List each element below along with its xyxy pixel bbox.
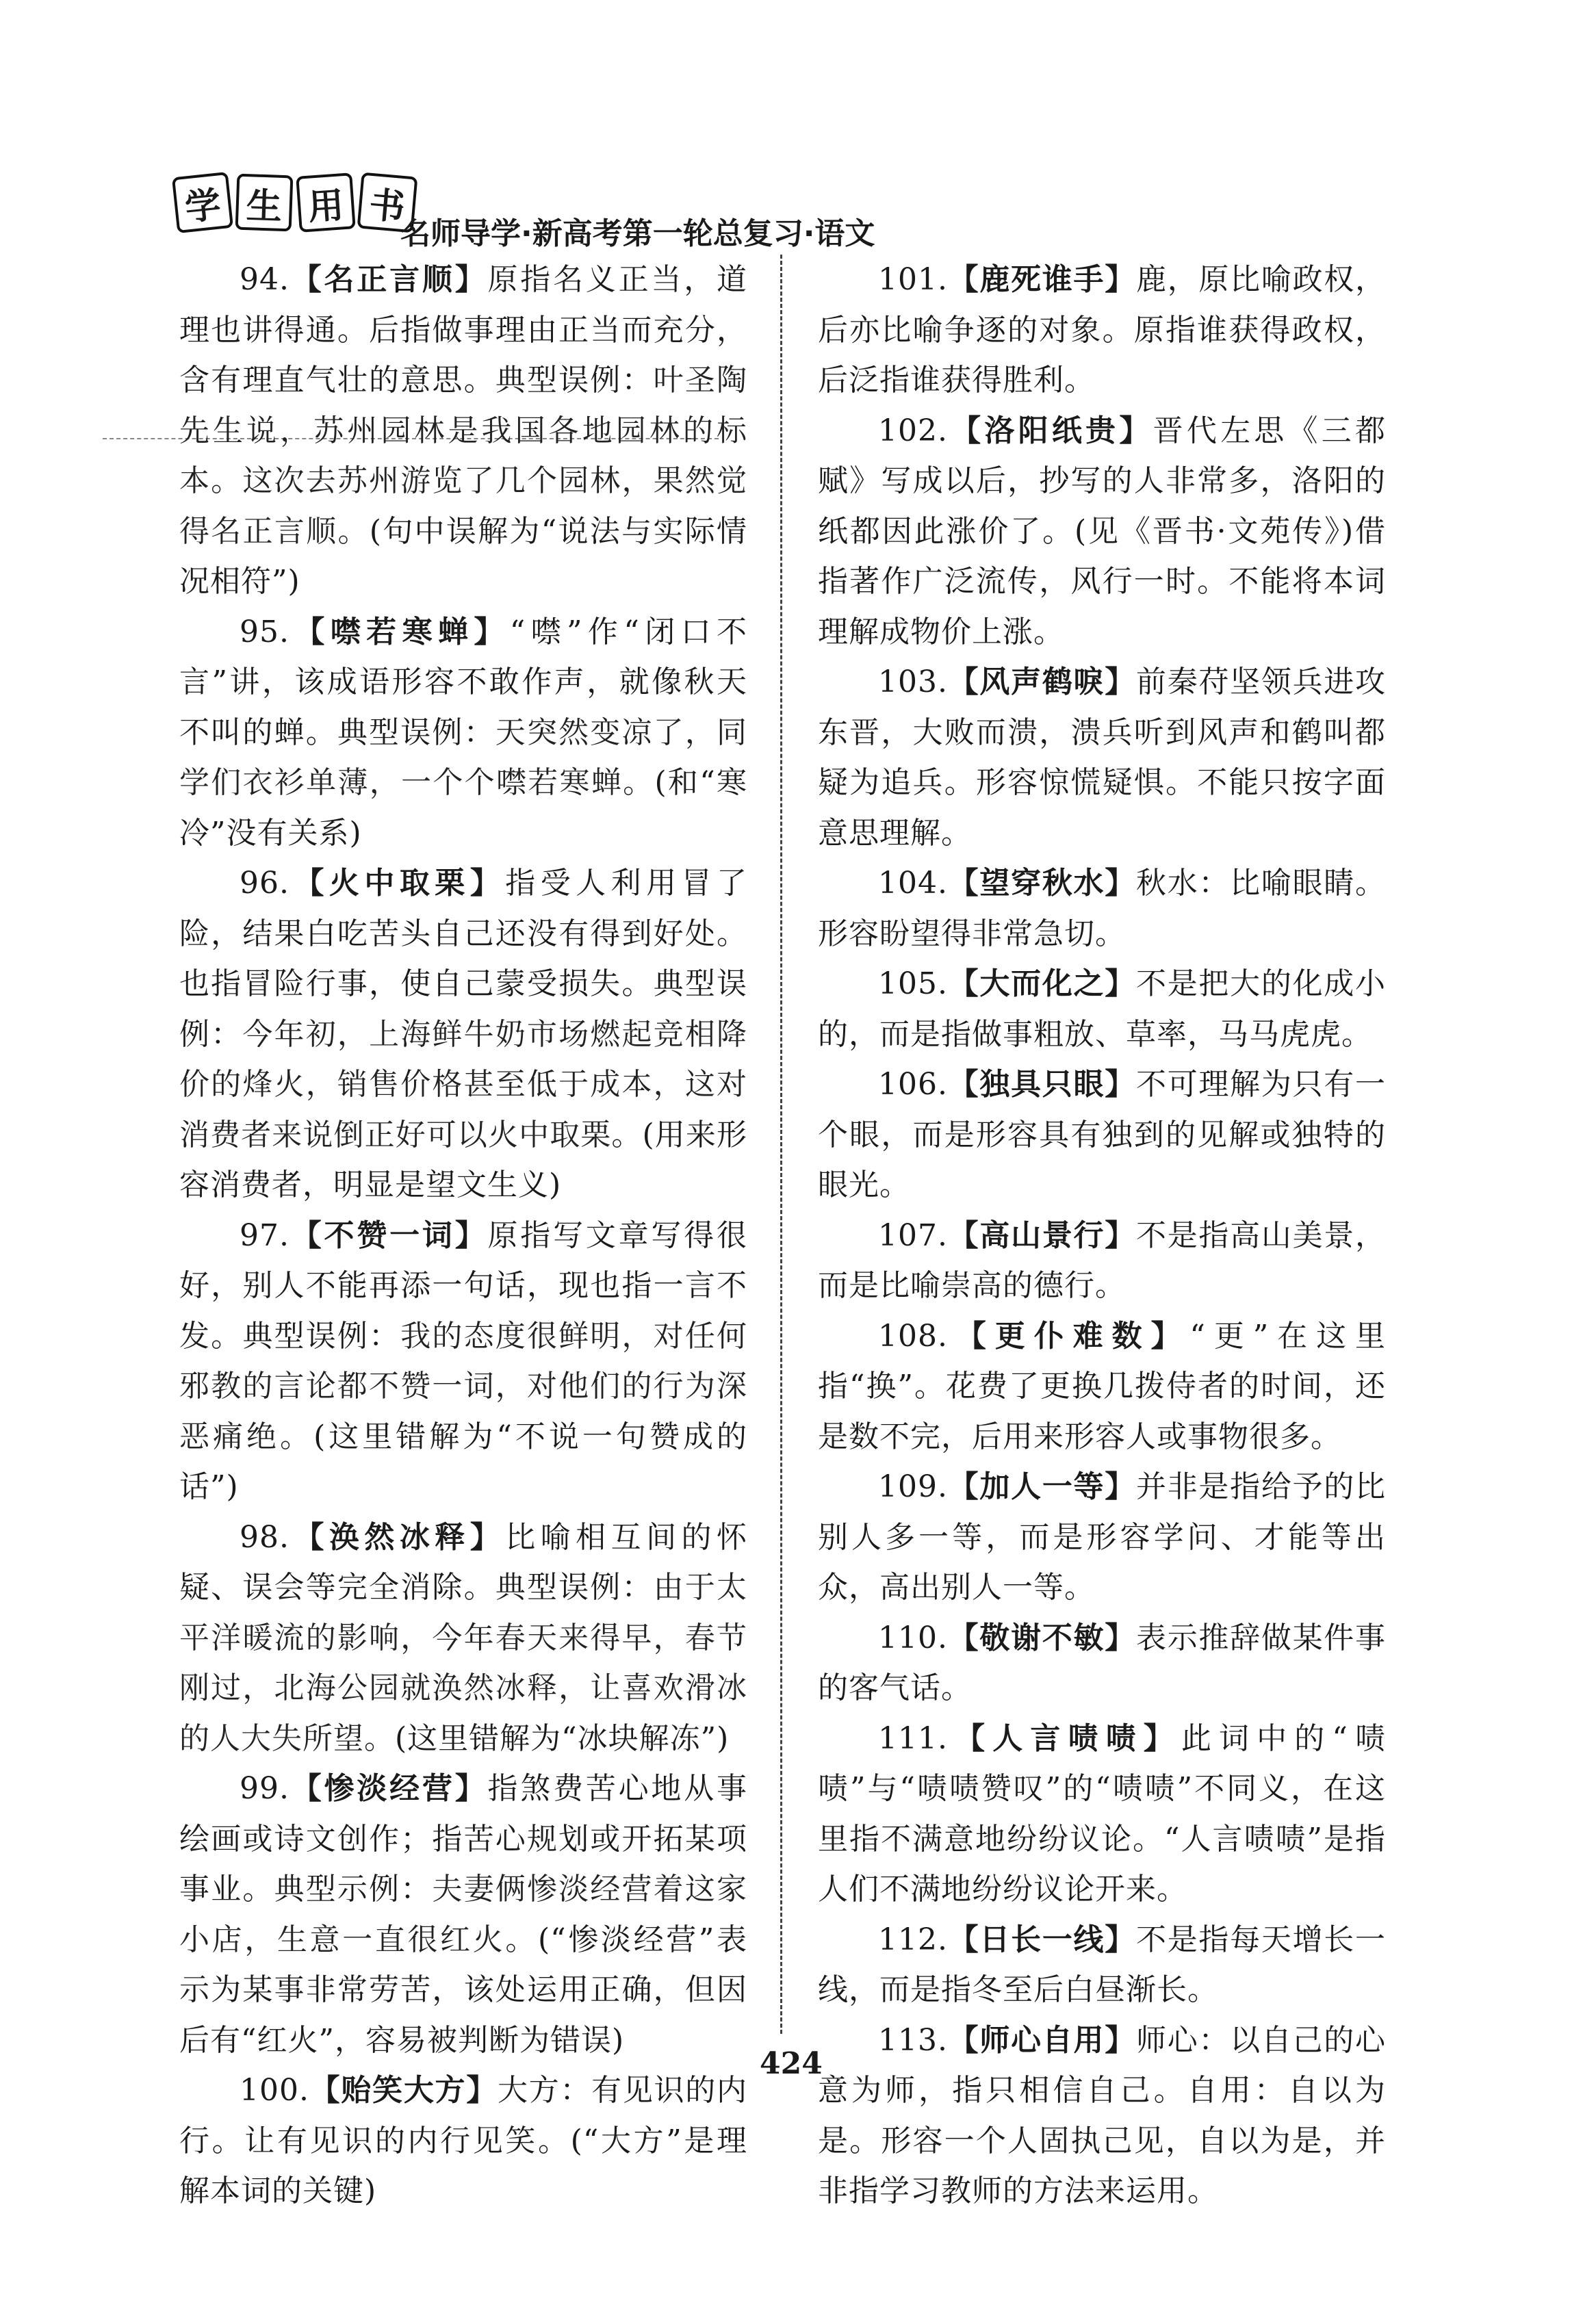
idiom-term: 【加人一等】 [947, 1469, 1136, 1504]
idiom-term: 【敬谢不敏】 [947, 1620, 1136, 1655]
idiom-entry: 102.【洛阳纸贵】晋代左思《三都赋》写成以后，抄写的人非常多，洛阳的纸都因此涨价了。(见《晋书·文苑传》)借指著作广泛流传，风行一时。不能将本词理解成物价上涨。 [818, 413, 1387, 649]
idiom-term: 【火中取栗】 [289, 866, 506, 901]
idiom-term: 【名正言顺】 [289, 262, 488, 297]
idiom-entry: 106.【独具只眼】不可理解为只有一个眼，而是形容具有独到的见解或独特的眼光。 [818, 1067, 1386, 1202]
idiom-term: 【独具只眼】 [947, 1067, 1136, 1102]
header-subtitle: 名师导学·新高考第一轮总复习·语文 [400, 216, 875, 251]
idiom-term: 【不赞一词】 [289, 1217, 488, 1253]
idiom-term: 【高山景行】 [947, 1217, 1136, 1253]
idiom-entry: 101.【鹿死谁手】鹿，原比喻政权，后亦比喻争逐的对象。原指谁获得政权，后泛指谁获得胜利。 [818, 262, 1386, 398]
idiom-term: 【大而化之】 [947, 966, 1136, 1001]
left-column [179, 255, 747, 2217]
idiom-entry: 95.【噤若寒蝉】“噤”作“闭口不言”讲，该成语形容不敢作声，就像秋天不叫的蝉。典型误例：天突然变凉了，同学们衣衫单薄，一个个噤若寒蝉。(和“寒冷”没有关系) [179, 614, 748, 851]
idiom-entry: 105.【大而化之】不是把大的化成小的，而是指做事粗放、草率，马马虎虎。 [818, 966, 1386, 1052]
idiom-term: 【鹿死谁手】 [947, 262, 1136, 297]
idiom-term: 【贻笑大方】 [309, 2073, 498, 2108]
idiom-entry: 110.【敬谢不敏】表示推辞做某件事的客气话。 [818, 1620, 1386, 1705]
idiom-term: 【涣然冰释】 [289, 1519, 506, 1555]
header-badge: 用 [296, 172, 356, 233]
page-number: 424 [760, 2046, 823, 2081]
idiom-entry: 111.【人言啧啧】此词中的“啧啧”与“啧啧赞叹”的“啧啧”不同义，在这里指不满意地纷纷议论。“人言啧啧”是指人们不满地纷纷议论开来。 [818, 1720, 1387, 1907]
idiom-entry: 98.【涣然冰释】比喻相互间的怀疑、误会等完全消除。典型误例：由于太平洋暖流的影响，今年春天来得早，春节刚过，北海公园就涣然冰释，让喜欢滑冰的人大失所望。(这里错解为“冰块解冻”) [179, 1519, 748, 1756]
idiom-entry: 109.【加人一等】并非是指给予的比别人多一等，而是形容学问、才能等出众，高出别人一等。 [818, 1469, 1386, 1605]
idiom-entry: 103.【风声鹤唳】前秦苻坚领兵进攻东晋，大败而溃，溃兵听到风声和鹤叫都疑为追兵。形容惊慌疑惧。不能只按字面意思理解。 [818, 664, 1386, 851]
example-sentence: 今年初，上海鲜牛奶市场燃起竞相降价的烽火，销售价格甚至低于成本，这对消费者来说倒正好可以火中取栗。 [179, 1016, 748, 1152]
right-column [818, 255, 1386, 2217]
idiom-term: 【师心自用】 [947, 2022, 1136, 2058]
idiom-term: 【噤若寒蝉】 [289, 614, 510, 649]
idiom-term: 【更仆难数】 [947, 1318, 1190, 1354]
header-badge: 书 [357, 172, 418, 233]
idiom-term: 【望穿秋水】 [947, 866, 1136, 901]
idiom-entry: 97.【不赞一词】原指写文章写得很好，别人不能再添一句话，现也指一言不发。典型误例：我的态度很鲜明，对任何邪教的言论都不赞一词，对他们的行为深恶痛绝。(这里错解为“不说一句赞成的话”) [179, 1217, 748, 1504]
idiom-term: 【风声鹤唳】 [947, 664, 1136, 699]
example-sentence: 叶圣陶先生说，苏州园林是我国各地园林的标本。这次去苏州游览了几个园林，果然觉得名正言顺。 [179, 363, 748, 549]
header-badge: 学 [172, 172, 233, 233]
idiom-term: 【人言啧啧】 [947, 1720, 1181, 1756]
header-badge: 生 [235, 174, 294, 232]
idiom-entry: 104.【望穿秋水】秋水：比喻眼睛。形容盼望得非常急切。 [818, 866, 1386, 951]
idiom-entry: 112.【日长一线】不是指每天增长一线，而是指冬至后白昼渐长。 [818, 1922, 1386, 2007]
example-sentence: 天突然变凉了，同学们衣衫单薄，一个个噤若寒蝉。 [179, 714, 748, 800]
idiom-entry: 99.【惨淡经营】指煞费苦心地从事绘画或诗文创作；指苦心规划或开拓某项事业。典型示例：夫妻俩惨淡经营着这家小店，生意一直很红火。(“惨淡经营”表示为某事非常劳苦，该处运用正确，但因后有“红火”，容易被判断为错误) [179, 1771, 748, 2058]
idiom-entry: 107.【高山景行】不是指高山美景，而是比喻崇高的德行。 [818, 1217, 1386, 1303]
column-divider [780, 255, 782, 2034]
idiom-term: 【日长一线】 [947, 1922, 1136, 1957]
idiom-term: 【惨淡经营】 [289, 1771, 488, 1806]
idiom-entry: 108.【更仆难数】“更”在这里指“换”。花费了更换几拨侍者的时间，还是数不完，后用来形容人或事物很多。 [818, 1318, 1386, 1454]
example-sentence: 由于太平洋暖流的影响，今年春天来得早，春节刚过，北海公园就涣然冰释，让喜欢滑冰的人大失所望。 [179, 1570, 748, 1756]
example-sentence: 夫妻俩惨淡经营着这家小店，生意一直很红火。 [179, 1872, 748, 1957]
idiom-entry: 94.【名正言顺】原指名义正当，道理也讲得通。后指做事理由正当而充分，含有理直气壮的意思。典型误例：叶圣陶先生说，苏州园林是我国各地园林的标本。这次去苏州游览了几个园林，果然觉得名正言顺。(句中误解为“说法与实际情况相符”) [179, 262, 748, 599]
example-sentence: 我的态度很鲜明，对任何邪教的言论都不赞一词，对他们的行为深恶痛绝。 [179, 1318, 748, 1454]
idiom-entry: 96.【火中取栗】指受人利用冒了险，结果白吃苦头自己还没有得到好处。也指冒险行事，使自己蒙受损失。典型误例：今年初，上海鲜牛奶市场燃起竞相降价的烽火，销售价格甚至低于成本，这对消费者来说倒正好可以火中取栗。(用来形容消费者，明显是望文生义) [179, 866, 748, 1202]
idiom-entry: 100.【贻笑大方】大方：有见识的内行。让有见识的内行见笑。(“大方”是理解本词的关键) [179, 2073, 747, 2208]
idiom-term: 【洛阳纸贵】 [947, 413, 1153, 448]
idiom-entry: 113.【师心自用】师心：以自己的心意为师，指只相信自己。自用：自以为是。形容一个人固执己见，自以为是，并非指学习教师的方法来运用。 [818, 2022, 1386, 2208]
